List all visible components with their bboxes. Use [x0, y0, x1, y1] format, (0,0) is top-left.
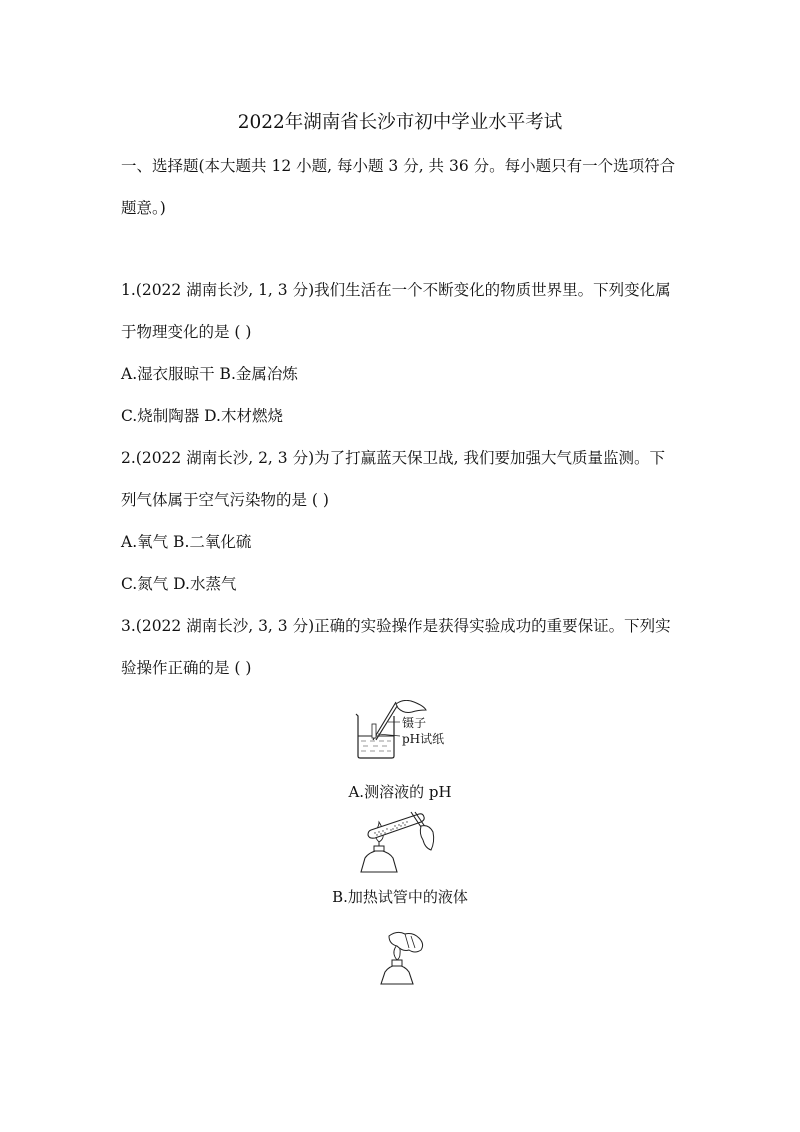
alcohol-lamp-illustration — [375, 928, 435, 986]
question-1-stem-line2: 于物理变化的是 ( ) — [121, 323, 252, 341]
question-3-stem-line2: 验操作正确的是 ( ) — [121, 659, 252, 677]
figure-b-caption: B.加热试管中的液体 — [332, 888, 468, 906]
section-heading-line2: 题意。) — [121, 199, 166, 217]
figure-b-heating-test-tube — [357, 806, 437, 876]
figure-a-ph-test — [352, 700, 472, 762]
question-1-stem-line1: 1.(2022 湖南长沙, 1, 3 分)我们生活在一个不断变化的物质世界里。下列变化属 — [121, 281, 671, 299]
question-3-stem-line1: 3.(2022 湖南长沙, 3, 3 分)正确的实验操作是获得实验成功的重要保证。下列实 — [121, 617, 671, 635]
question-2-stem-line2: 列气体属于空气污染物的是 ( ) — [121, 491, 329, 509]
alcohol-lamp-test-tube-illustration — [357, 806, 437, 876]
ph-paper-label: pH试纸 — [402, 732, 445, 746]
section-heading-line1: 一、选择题(本大题共 12 小题, 每小题 3 分, 共 36 分。每小题只有一个选项符合 — [121, 157, 676, 175]
tweezers-label: 镊子 — [402, 716, 427, 730]
question-1-options-line2: C.烧制陶器 D.木材燃烧 — [121, 407, 283, 425]
figure-a-caption: A.测溶液的 pH — [348, 783, 452, 801]
page-title: 2022年湖南省长沙市初中学业水平考试 — [237, 112, 563, 133]
question-2-stem-line1: 2.(2022 湖南长沙, 2, 3 分)为了打赢蓝天保卫战, 我们要加强大气质量监测。下 — [121, 449, 665, 467]
question-2-options-line2: C.氮气 D.水蒸气 — [121, 575, 237, 593]
question-2-options-line1: A.氧气 B.二氧化硫 — [121, 533, 252, 551]
question-1-options-line1: A.湿衣服晾干 B.金属冶炼 — [121, 365, 298, 383]
figure-c-illustration — [375, 928, 435, 986]
